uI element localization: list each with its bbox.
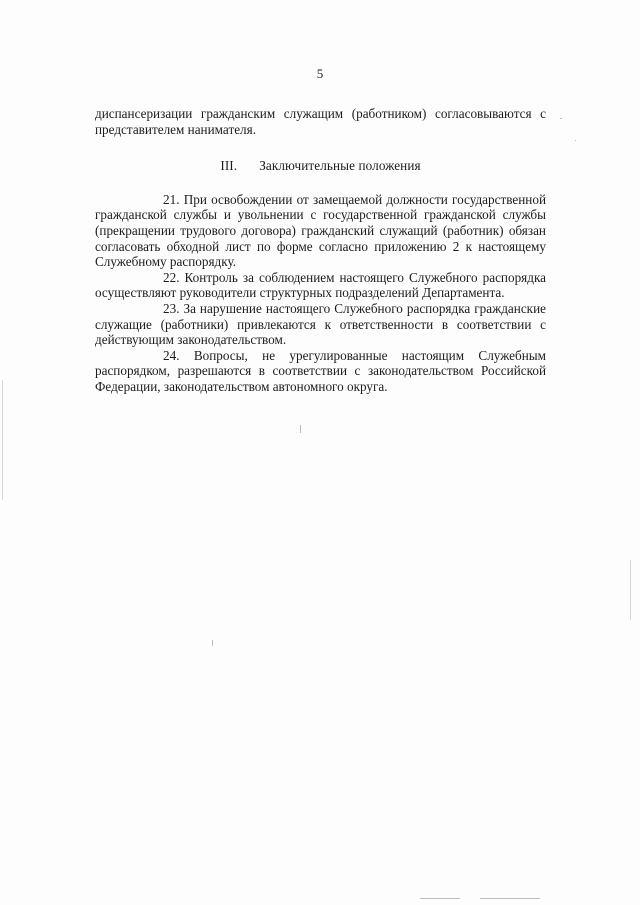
scan-edge-line: [630, 560, 631, 620]
item-24: [95, 348, 546, 395]
item-number: 24.: [163, 347, 180, 363]
item-21: [95, 192, 546, 270]
item-text: За нарушение настоящего Служебного распорядка гражданские служащие (работники) привлекаются к ответственности в соответствии с действующим законодательством.: [95, 300, 546, 348]
item-23: [95, 301, 546, 348]
scan-speck: [212, 640, 213, 646]
section-title: Заключительные положения: [259, 158, 421, 174]
item-number: 21.: [163, 191, 180, 207]
section-heading: [95, 158, 546, 174]
section-number: III.: [220, 158, 238, 174]
scan-speck: [480, 898, 540, 899]
item-text: Контроль за соблюдением настоящего Служебного распорядка осуществляют руководители структурных подразделений Департамента.: [95, 269, 546, 301]
scan-speck: [575, 140, 576, 141]
page-number: 5: [316, 66, 324, 81]
item-number: 23.: [163, 300, 180, 316]
scan-speck: [300, 425, 301, 433]
item-text: При освобождении от замещаемой должности государственной гражданской службы и увольнении с государственной гражданской службы (прекращении трудового договора) гражданский служащий (работник) обязан согласовать обходной лист по форме согласно приложению 2 к настоящему Служебному распорядку.: [95, 191, 547, 270]
scan-speck: [560, 118, 562, 119]
intro-paragraph: диспансеризации гражданским служащим (работником) согласовываются с представителем нанимателя.: [95, 106, 546, 137]
item-22: [95, 270, 546, 301]
scan-speck: [420, 898, 460, 899]
scan-edge-line: [2, 380, 3, 500]
document-body: [95, 106, 546, 395]
item-number: 22.: [163, 269, 180, 285]
item-text: Вопросы, не урегулированные настоящим Служебным распорядком, разрешаются в соответствии с законодательством Российской Федерации, законодательством автономного округа.: [95, 347, 546, 394]
